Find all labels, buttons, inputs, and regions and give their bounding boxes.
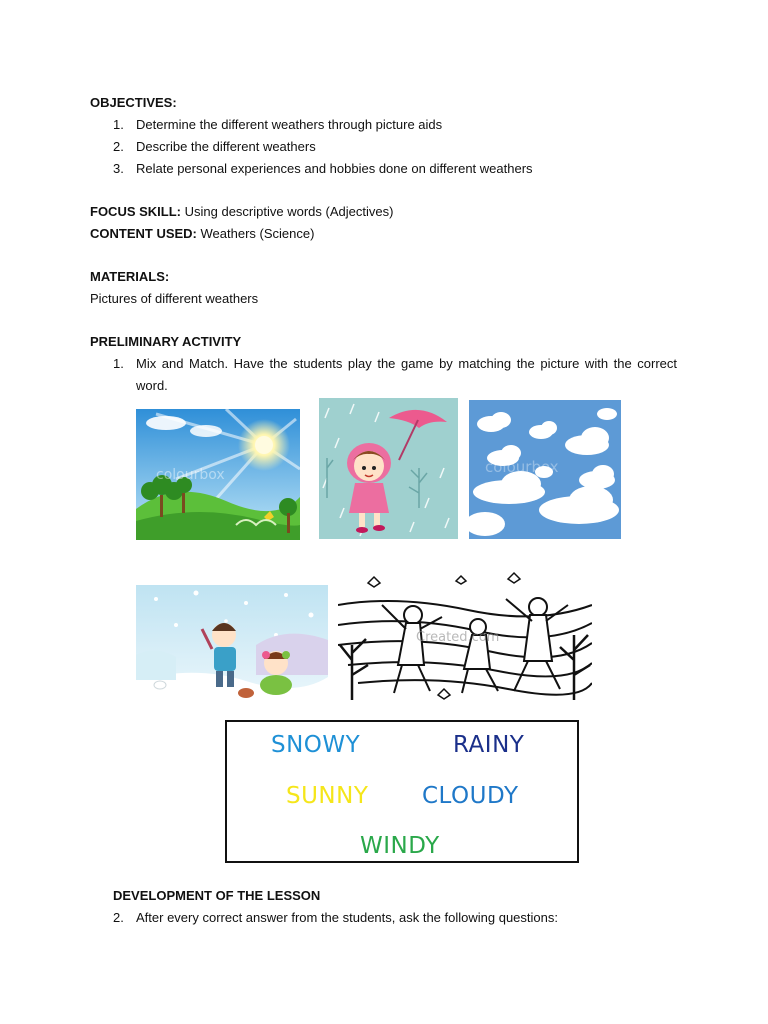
preliminary-heading: PRELIMINARY ACTIVITY <box>90 334 242 349</box>
focus-skill-value: Using descriptive words (Adjectives) <box>184 204 394 219</box>
development-item-number: 2. <box>113 910 124 925</box>
content-used-label: CONTENT USED: <box>90 226 197 241</box>
objective-number: 3. <box>113 161 124 176</box>
snowy-picture <box>136 585 328 710</box>
objective-text: Determine the different weathers through picture aids <box>136 117 443 132</box>
content-used-line <box>90 226 314 242</box>
preliminary-item-number: 1. <box>113 356 124 371</box>
windy-watermark: Created.com <box>416 630 500 645</box>
objective-text: Relate personal experiences and hobbies done on different weathers <box>136 161 533 176</box>
development-heading: DEVELOPMENT OF THE LESSON <box>113 888 321 903</box>
windy-picture <box>338 565 592 710</box>
cloudy-picture <box>469 400 621 539</box>
sunny-picture <box>136 409 300 540</box>
word-bank-box <box>225 720 579 863</box>
sunny-watermark: colourbox <box>156 467 225 483</box>
word-rainy[interactable]: RAINY <box>453 732 525 758</box>
objective-number: 2. <box>113 139 124 154</box>
word-snowy[interactable]: SNOWY <box>271 732 361 758</box>
objective-text: Describe the different weathers <box>136 139 316 154</box>
focus-skill-line <box>90 204 393 220</box>
word-sunny[interactable]: SUNNY <box>286 783 369 809</box>
rainy-picture <box>319 398 458 539</box>
focus-skill-label: FOCUS SKILL: <box>90 204 181 219</box>
word-windy[interactable]: WINDY <box>360 833 440 859</box>
objective-number: 1. <box>113 117 124 132</box>
materials-heading: MATERIALS: <box>90 269 170 284</box>
objectives-heading: OBJECTIVES: <box>90 95 177 110</box>
cloudy-watermark: colourbox <box>485 458 559 476</box>
materials-text: Pictures of different weathers <box>90 291 259 306</box>
content-used-value: Weathers (Science) <box>200 226 315 241</box>
development-item-text: After every correct answer from the students, ask the following questions: <box>136 910 558 925</box>
preliminary-item-text: Mix and Match. Have the students play the game by matching the picture with the correct word. <box>136 356 677 393</box>
word-cloudy[interactable]: CLOUDY <box>422 783 519 809</box>
